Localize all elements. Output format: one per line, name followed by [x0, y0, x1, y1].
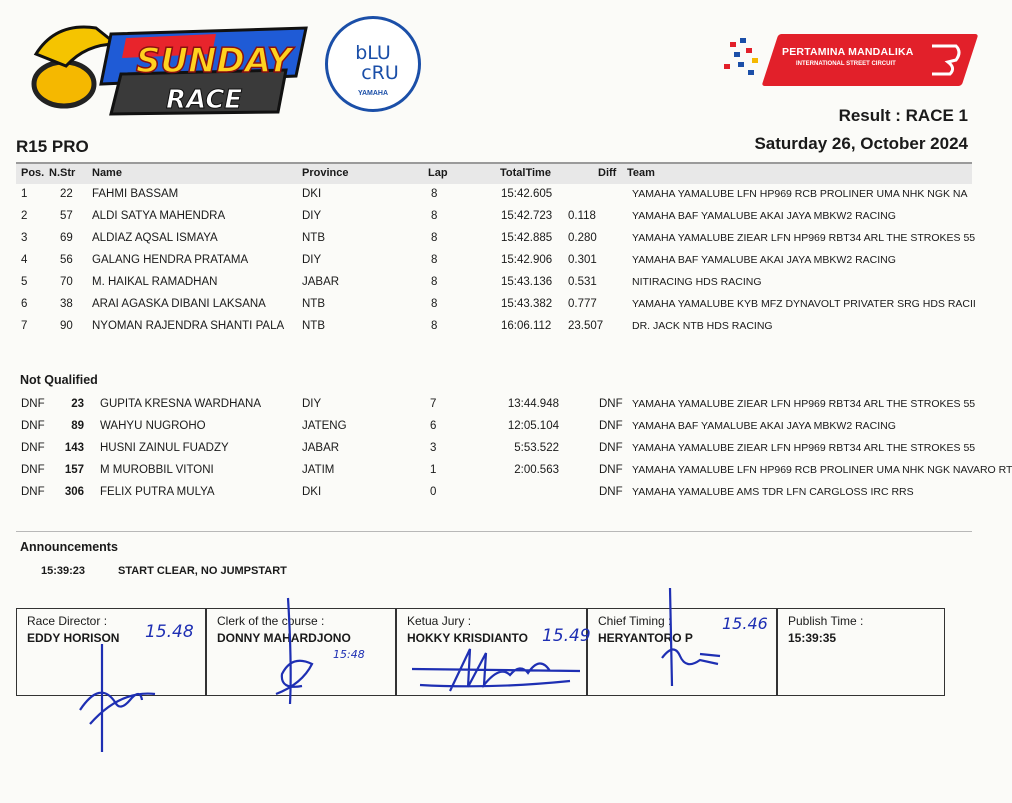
col-name: Name [92, 167, 122, 179]
start-number: 90 [60, 320, 73, 332]
not-qualified-title: Not Qualified [20, 373, 98, 387]
province: NTB [302, 320, 325, 332]
announcements-title: Announcements [20, 540, 118, 554]
laps: 8 [431, 232, 438, 244]
rider-name: M. HAIKAL RAMADHAN [92, 276, 218, 288]
announcement-text: START CLEAR, NO JUMPSTART [118, 565, 287, 577]
laps: 8 [431, 276, 438, 288]
result-row [16, 207, 972, 228]
start-number: 143 [64, 442, 84, 454]
province: JATIM [302, 464, 335, 476]
sig-label: Race Director : [27, 614, 108, 628]
class-name: R15 PRO [16, 137, 89, 156]
pos: DNF [21, 464, 45, 476]
dnf-row [16, 395, 976, 416]
start-number: 23 [71, 398, 84, 410]
diff: 23.507 [568, 320, 604, 332]
diff: 0.118 [568, 210, 596, 222]
total-time: 15:43.382 [501, 298, 553, 310]
total-time: 15:42.605 [501, 188, 553, 200]
total-time: 12:05.104 [507, 420, 559, 432]
pos: DNF [21, 486, 45, 498]
team: YAMAHA YAMALUBE ZIEAR LFN HP969 RBT34 ARL THE STROKES 55 [632, 232, 976, 244]
result-row [16, 295, 976, 316]
laps: 8 [431, 188, 438, 200]
total-time: 15:42.885 [501, 232, 553, 244]
total-time: 15:43.136 [501, 276, 553, 288]
province: DKI [302, 486, 322, 498]
result-row [16, 251, 972, 272]
col-total-time: TotalTime [500, 167, 551, 179]
svg-text:SUNDAY: SUNDAY [136, 41, 292, 81]
announcement-time: 15:39:23 [41, 565, 86, 577]
total-time: 15:42.906 [501, 254, 553, 266]
diff: DNF [599, 442, 623, 454]
total-time: 2:00.563 [514, 464, 559, 476]
sig-label: Ketua Jury : [407, 614, 472, 628]
province: NTB [302, 232, 325, 244]
pos: 5 [21, 276, 28, 288]
diff: DNF [599, 420, 623, 432]
publish-time-value: 15:39:35 [788, 631, 837, 645]
ketua-jury-signature [410, 645, 590, 695]
col-nstr: N.Str [49, 167, 76, 179]
col-team: Team [627, 167, 655, 179]
rider-name: ALDI SATYA MAHENDRA [92, 210, 226, 222]
start-number: 38 [60, 298, 73, 310]
total-time: 15:42.723 [501, 210, 553, 222]
sig-name: HERYANTORO P [598, 631, 693, 645]
rider-name: GALANG HENDRA PRATAMA [92, 254, 249, 266]
dnf-row [16, 483, 972, 504]
pertamina-mandalika-logo: PERTAMINA MANDALIKA INTERNATIONAL STREET CIRCUIT [720, 30, 972, 92]
col-diff: Diff [598, 167, 617, 179]
rider-name: ALDIAZ AQSAL ISMAYA [92, 232, 218, 244]
dnf-row [16, 461, 1012, 482]
total-time: 5:53.522 [514, 442, 559, 454]
result-title: Result : RACE 1 [838, 106, 968, 125]
sig-name: EDDY HORISON [27, 631, 120, 645]
sig-label: Publish Time : [788, 614, 864, 628]
laps: 6 [430, 420, 437, 432]
chief-timing-signature [650, 586, 730, 696]
start-number: 157 [64, 464, 84, 476]
handwritten-time: 15.48 [145, 622, 194, 642]
col-province: Province [302, 167, 349, 179]
province: DIY [302, 254, 322, 266]
start-number: 69 [60, 232, 73, 244]
laps: 8 [431, 210, 438, 222]
laps: 7 [430, 398, 437, 410]
team: NITIRACING HDS RACING [632, 276, 762, 288]
race-date: Saturday 26, October 2024 [754, 134, 968, 153]
result-row [16, 185, 972, 206]
rider-name: ARAI AGASKA DIBANI LAKSANA [92, 298, 266, 310]
handwritten-time: 15:48 [333, 648, 365, 661]
start-number: 56 [60, 254, 73, 266]
province: JATENG [302, 420, 347, 432]
start-number: 57 [60, 210, 73, 222]
divider [16, 531, 972, 532]
province: NTB [302, 298, 325, 310]
diff: DNF [599, 398, 623, 410]
pos: DNF [21, 442, 45, 454]
province: DIY [302, 210, 322, 222]
team: YAMAHA YAMALUBE LFN HP969 RCB PROLINER UMA NHK NGK NA [632, 188, 968, 200]
diff: 0.301 [568, 254, 597, 266]
team: YAMAHA YAMALUBE LFN HP969 RCB PROLINER UMA NHK NGK NAVARO RT [632, 464, 1012, 476]
sunday-race-logo [16, 14, 316, 114]
team: YAMAHA BAF YAMALUBE AKAI JAYA MBKW2 RACING [632, 254, 896, 266]
diff: 0.280 [568, 232, 597, 244]
dnf-row [16, 439, 976, 460]
team: YAMAHA BAF YAMALUBE AKAI JAYA MBKW2 RACING [632, 210, 896, 222]
pos: DNF [21, 398, 45, 410]
team: YAMAHA BAF YAMALUBE AKAI JAYA MBKW2 RACING [632, 420, 896, 432]
results-column-header [16, 162, 972, 184]
start-number: 89 [71, 420, 84, 432]
pos: 2 [21, 210, 28, 222]
publish-time-box [777, 608, 945, 696]
pos: 1 [21, 188, 28, 200]
rider-name: NYOMAN RAJENDRA SHANTI PALA [92, 320, 285, 332]
result-row [16, 229, 976, 250]
laps: 1 [430, 464, 437, 476]
pos: DNF [21, 420, 45, 432]
sig-label: Chief Timing : [598, 614, 672, 628]
total-time: 13:44.948 [507, 398, 559, 410]
province: JABAR [302, 442, 340, 454]
result-row [16, 273, 972, 294]
rider-name: M MUROBBIL VITONI [100, 464, 214, 476]
province: DKI [302, 188, 322, 200]
pos: 4 [21, 254, 28, 266]
laps: 8 [431, 298, 438, 310]
province: JABAR [302, 276, 340, 288]
team: DR. JACK NTB HDS RACING [632, 320, 773, 332]
laps: 8 [431, 320, 438, 332]
dnf-row [16, 417, 972, 438]
rider-name: WAHYU NUGROHO [100, 420, 206, 432]
col-pos: Pos. [21, 167, 45, 179]
team: YAMAHA YAMALUBE KYB MFZ DYNAVOLT PRIVATER SRG HDS RACII [632, 298, 976, 310]
handwritten-time: 15.49 [542, 626, 591, 646]
rider-name: FAHMI BASSAM [92, 188, 179, 200]
diff: 0.531 [568, 276, 597, 288]
start-number: 306 [64, 486, 84, 498]
pos: 6 [21, 298, 28, 310]
result-row [16, 317, 972, 338]
handwritten-time: 15.46 [722, 614, 768, 633]
team: YAMAHA YAMALUBE AMS TDR LFN CARGLOSS IRC RRS [632, 486, 914, 498]
blu-cru-logo: bLU cRU YAMAHA [325, 16, 421, 112]
diff: 0.777 [568, 298, 597, 310]
total-time: 16:06.112 [501, 320, 552, 332]
start-number: 70 [60, 276, 73, 288]
clerk-signature [262, 594, 342, 714]
col-lap: Lap [428, 167, 448, 179]
rider-name: FELIX PUTRA MULYA [100, 486, 215, 498]
sig-name: HOKKY KRISDIANTO [407, 631, 528, 645]
race-director-signature [60, 640, 180, 760]
team: YAMAHA YAMALUBE ZIEAR LFN HP969 RBT34 ARL THE STROKES 55 [632, 442, 976, 454]
rider-name: GUPITA KRESNA WARDHANA [100, 398, 262, 410]
laps: 3 [430, 442, 437, 454]
pos: 3 [21, 232, 28, 244]
diff: DNF [599, 464, 623, 476]
laps: 8 [431, 254, 438, 266]
rider-name: HUSNI ZAINUL FUADZY [100, 442, 229, 454]
start-number: 22 [60, 188, 73, 200]
pos: 7 [21, 320, 28, 332]
province: DIY [302, 398, 322, 410]
laps: 0 [430, 486, 437, 498]
svg-text:RACE: RACE [166, 85, 243, 115]
team: YAMAHA YAMALUBE ZIEAR LFN HP969 RBT34 ARL THE STROKES 55 [632, 398, 976, 410]
sig-label: Clerk of the course : [217, 614, 325, 628]
sig-name: DONNY MAHARDJONO [217, 631, 351, 645]
diff: DNF [599, 486, 623, 498]
